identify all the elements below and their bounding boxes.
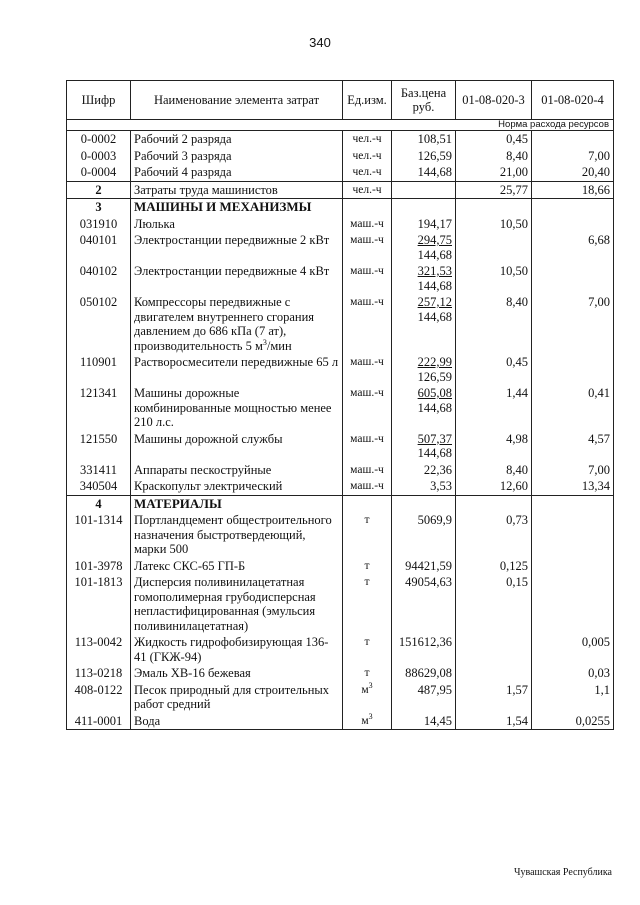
row-value-01-08-020-4: 0,005 bbox=[532, 634, 614, 665]
row-unit bbox=[343, 431, 392, 462]
table-row bbox=[67, 512, 614, 558]
row-name-text: Рабочий 2 разряда bbox=[134, 132, 232, 146]
row-price bbox=[392, 354, 456, 385]
row-name-text: Люлька bbox=[134, 216, 175, 231]
row-name-text: Жидкость гидрофобизирующая 136-41 (ГКЖ-94) bbox=[134, 635, 329, 664]
row-name bbox=[131, 462, 343, 479]
row-unit bbox=[343, 682, 392, 713]
row-value-01-08-020-4: 0,03 bbox=[532, 665, 614, 682]
row-unit bbox=[343, 665, 392, 682]
row-unit-superscript: 3 bbox=[368, 680, 373, 690]
row-name bbox=[131, 558, 343, 575]
row-unit bbox=[343, 131, 392, 148]
row-unit bbox=[343, 216, 392, 233]
row-price bbox=[392, 558, 456, 575]
norm-label-row bbox=[67, 120, 614, 131]
row-unit-text: т bbox=[364, 514, 370, 526]
row-unit-text: маш.-ч bbox=[350, 234, 384, 246]
row-code: 101-1314 bbox=[67, 512, 131, 558]
row-unit bbox=[343, 512, 392, 558]
row-price-main: 294,75 bbox=[417, 233, 452, 247]
row-value-01-08-020-3: 12,60 bbox=[456, 478, 532, 495]
row-price bbox=[392, 478, 456, 495]
row-price-main: 22,36 bbox=[423, 462, 452, 477]
row-code: 408-0122 bbox=[67, 682, 131, 713]
row-value-01-08-020-4 bbox=[532, 558, 614, 575]
row-name-text: Машины дорожные комбинированные мощностью менее 210 л.с. bbox=[134, 386, 332, 429]
table-row bbox=[67, 665, 614, 682]
header-unit: Ед.изм. bbox=[343, 81, 392, 120]
row-name-text: Электростанции передвижные 4 кВт bbox=[134, 264, 330, 278]
table-row bbox=[67, 462, 614, 479]
row-code: 040101 bbox=[67, 232, 131, 263]
table-row bbox=[67, 385, 614, 431]
row-name-text: Электростанции передвижные 2 кВт bbox=[134, 233, 330, 247]
row-unit bbox=[343, 181, 392, 199]
row-name bbox=[131, 512, 343, 558]
row-price-operator-wage: 126,59 bbox=[417, 369, 452, 384]
row-price bbox=[392, 263, 456, 294]
row-name bbox=[131, 574, 343, 634]
row-name-text: Песок природный для строительных работ средний bbox=[134, 682, 330, 711]
row-unit bbox=[343, 634, 392, 665]
row-value-01-08-020-4: 4,57 bbox=[532, 431, 614, 462]
row-price bbox=[392, 462, 456, 479]
row-name bbox=[131, 665, 343, 682]
row-name bbox=[131, 294, 343, 354]
header-price-line2: руб. bbox=[412, 100, 435, 114]
row-price bbox=[392, 294, 456, 354]
table-row bbox=[67, 431, 614, 462]
table-row bbox=[67, 131, 614, 148]
row-code: 101-1813 bbox=[67, 574, 131, 634]
row-value-01-08-020-4 bbox=[532, 216, 614, 233]
row-name-text: Растворосмесители передвижные 65 л bbox=[134, 355, 339, 369]
table-row bbox=[67, 232, 614, 263]
row-price-operator-wage: 144,68 bbox=[417, 309, 452, 324]
row-price-main: 151612,36 bbox=[398, 635, 452, 649]
table-row bbox=[67, 682, 614, 713]
row-code: 2 bbox=[67, 181, 131, 199]
row-value-01-08-020-4 bbox=[532, 354, 614, 385]
row-price bbox=[392, 713, 456, 730]
row-code: 4 bbox=[67, 495, 131, 512]
row-value-01-08-020-3 bbox=[456, 495, 532, 512]
row-value-01-08-020-4 bbox=[532, 495, 614, 512]
row-price bbox=[392, 574, 456, 634]
row-unit bbox=[343, 294, 392, 354]
row-code: 0-0002 bbox=[67, 131, 131, 148]
row-price bbox=[392, 131, 456, 148]
row-name bbox=[131, 199, 343, 216]
row-unit-text: т bbox=[364, 559, 370, 572]
row-code: 0-0004 bbox=[67, 164, 131, 181]
row-code: 121550 bbox=[67, 431, 131, 462]
row-name-text: Рабочий 3 разряда bbox=[134, 148, 232, 163]
row-value-01-08-020-3: 0,45 bbox=[456, 354, 532, 385]
row-value-01-08-020-3: 0,73 bbox=[456, 512, 532, 558]
row-price-main: 126,59 bbox=[417, 148, 452, 163]
row-value-01-08-020-3: 8,40 bbox=[456, 462, 532, 479]
header-code: Шифр bbox=[67, 81, 131, 120]
table-row bbox=[67, 495, 614, 512]
row-unit bbox=[343, 263, 392, 294]
row-unit-text: маш.-ч bbox=[350, 463, 384, 476]
row-unit-text: чел.-ч bbox=[352, 183, 382, 196]
row-price bbox=[392, 232, 456, 263]
table-row bbox=[67, 148, 614, 165]
row-code: 050102 bbox=[67, 294, 131, 354]
row-code: 3 bbox=[67, 199, 131, 216]
row-price-operator-wage: 144,68 bbox=[417, 278, 452, 293]
row-value-01-08-020-4 bbox=[532, 131, 614, 148]
row-price-main: 487,95 bbox=[417, 682, 452, 697]
row-name-tail: /мин bbox=[266, 338, 292, 353]
norm-label: Норма расхода ресурсов bbox=[67, 120, 614, 131]
row-value-01-08-020-3: 0,15 bbox=[456, 574, 532, 634]
row-code: 101-3978 bbox=[67, 558, 131, 575]
row-value-01-08-020-4 bbox=[532, 574, 614, 634]
row-price-main: 108,51 bbox=[417, 132, 452, 146]
row-price-operator-wage: 144,68 bbox=[417, 446, 452, 460]
row-name bbox=[131, 164, 343, 181]
row-price-main: 94421,59 bbox=[405, 558, 452, 573]
row-value-01-08-020-3: 1,57 bbox=[456, 682, 532, 713]
row-unit bbox=[343, 495, 392, 512]
row-value-01-08-020-3: 25,77 bbox=[456, 181, 532, 199]
row-price-main: 3,53 bbox=[430, 479, 452, 493]
row-price bbox=[392, 164, 456, 181]
row-name bbox=[131, 131, 343, 148]
row-code: 040102 bbox=[67, 263, 131, 294]
row-value-01-08-020-3: 10,50 bbox=[456, 263, 532, 294]
row-unit-text: т bbox=[364, 576, 370, 588]
row-price-operator-wage: 144,68 bbox=[417, 247, 452, 262]
row-unit-text: т bbox=[364, 667, 370, 679]
header-col4: 01-08-020-4 bbox=[532, 81, 614, 120]
row-price-main: 194,17 bbox=[417, 216, 452, 231]
row-value-01-08-020-3: 0,45 bbox=[456, 131, 532, 148]
row-value-01-08-020-4 bbox=[532, 263, 614, 294]
row-price bbox=[392, 199, 456, 216]
row-unit bbox=[343, 478, 392, 495]
row-price bbox=[392, 665, 456, 682]
row-price-main: 88629,08 bbox=[405, 666, 452, 680]
row-value-01-08-020-3: 10,50 bbox=[456, 216, 532, 233]
row-name-text: Портландцемент общестроительного назначения быстротвердеющий, марки 500 bbox=[134, 513, 332, 556]
row-price bbox=[392, 512, 456, 558]
row-value-01-08-020-3: 8,40 bbox=[456, 148, 532, 165]
row-name bbox=[131, 495, 343, 512]
row-code: 121341 bbox=[67, 385, 131, 431]
row-code: 113-0218 bbox=[67, 665, 131, 682]
row-price bbox=[392, 431, 456, 462]
row-name bbox=[131, 385, 343, 431]
row-unit-superscript: 3 bbox=[368, 711, 373, 721]
row-value-01-08-020-3 bbox=[456, 232, 532, 263]
table-row bbox=[67, 181, 614, 199]
row-name bbox=[131, 263, 343, 294]
footer-region: Чувашская Республика bbox=[513, 867, 612, 878]
table-row bbox=[67, 478, 614, 495]
table-row bbox=[67, 294, 614, 354]
row-code: 340504 bbox=[67, 478, 131, 495]
row-value-01-08-020-4 bbox=[532, 512, 614, 558]
table-row bbox=[67, 634, 614, 665]
row-name-text: Аппараты пескоструйные bbox=[134, 462, 272, 477]
table-row bbox=[67, 216, 614, 233]
row-price-operator-wage: 144,68 bbox=[417, 400, 452, 415]
row-price-main: 5069,9 bbox=[417, 513, 452, 527]
row-name bbox=[131, 181, 343, 199]
row-value-01-08-020-3 bbox=[456, 634, 532, 665]
row-value-01-08-020-3: 21,00 bbox=[456, 164, 532, 181]
row-unit bbox=[343, 462, 392, 479]
row-name-superscript: 3 bbox=[262, 337, 267, 347]
row-price bbox=[392, 634, 456, 665]
row-name-text: Затраты труда машинистов bbox=[134, 182, 278, 197]
row-value-01-08-020-4 bbox=[532, 199, 614, 216]
row-value-01-08-020-4: 20,40 bbox=[532, 164, 614, 181]
row-price bbox=[392, 495, 456, 512]
row-name bbox=[131, 682, 343, 713]
table-row bbox=[67, 558, 614, 575]
row-name bbox=[131, 354, 343, 385]
row-unit-text: чел.-ч bbox=[352, 149, 382, 162]
header-price bbox=[392, 81, 456, 120]
row-price-main: 144,68 bbox=[417, 165, 452, 179]
row-value-01-08-020-4: 18,66 bbox=[532, 181, 614, 199]
table-row bbox=[67, 199, 614, 216]
row-price-main: 321,53 bbox=[417, 264, 452, 278]
row-name bbox=[131, 232, 343, 263]
row-name bbox=[131, 216, 343, 233]
row-name bbox=[131, 478, 343, 495]
row-name bbox=[131, 713, 343, 730]
row-unit-text: маш.-ч bbox=[350, 480, 384, 492]
row-name-text: Компрессоры передвижные с двигателем внутреннего сгорания давлением до 686 кПа (7 ат), производительность 5 м bbox=[134, 295, 315, 353]
row-value-01-08-020-4: 1,1 bbox=[532, 682, 614, 713]
row-unit bbox=[343, 385, 392, 431]
row-unit-text: м bbox=[361, 683, 369, 696]
table-row bbox=[67, 713, 614, 730]
row-code: 113-0042 bbox=[67, 634, 131, 665]
row-name-text: Дисперсия поливинилацетатная гомополимерная грубодисперсная непластифицированная (эмульсия поливинилацетатная) bbox=[134, 575, 316, 633]
row-unit bbox=[343, 232, 392, 263]
row-code: 0-0003 bbox=[67, 148, 131, 165]
row-price-main: 49054,63 bbox=[405, 575, 452, 589]
resource-table bbox=[66, 80, 614, 730]
table-row bbox=[67, 354, 614, 385]
row-code: 031910 bbox=[67, 216, 131, 233]
row-value-01-08-020-4: 0,41 bbox=[532, 385, 614, 431]
row-name-text: Эмаль ХВ-16 бежевая bbox=[134, 666, 251, 680]
row-name-text: Краскопульт электрический bbox=[134, 479, 283, 493]
row-name bbox=[131, 431, 343, 462]
row-name-text: Машины дорожной службы bbox=[134, 431, 283, 446]
row-unit bbox=[343, 558, 392, 575]
row-price bbox=[392, 181, 456, 199]
header-price-line1: Баз.цена bbox=[400, 86, 447, 100]
row-name-text: Вода bbox=[134, 713, 161, 728]
page-number: 340 bbox=[309, 35, 331, 50]
row-value-01-08-020-3: 4,98 bbox=[456, 431, 532, 462]
row-unit-text: т bbox=[364, 636, 370, 648]
row-unit bbox=[343, 199, 392, 216]
row-price bbox=[392, 216, 456, 233]
header-col3: 01-08-020-3 bbox=[456, 81, 532, 120]
row-unit-text: маш.-ч bbox=[350, 217, 384, 230]
table-row bbox=[67, 574, 614, 634]
row-price-main: 14,45 bbox=[423, 713, 452, 728]
row-price-main: 257,12 bbox=[417, 295, 452, 309]
row-unit-text: чел.-ч bbox=[352, 166, 382, 178]
row-unit bbox=[343, 713, 392, 730]
row-name bbox=[131, 634, 343, 665]
row-value-01-08-020-4: 0,0255 bbox=[532, 713, 614, 730]
row-value-01-08-020-4: 7,00 bbox=[532, 462, 614, 479]
row-code: 411-0001 bbox=[67, 713, 131, 730]
row-price-main: 222,99 bbox=[417, 355, 452, 369]
row-unit-text: маш.-ч bbox=[350, 296, 384, 308]
row-name-text: Рабочий 4 разряда bbox=[134, 165, 232, 179]
table-body bbox=[67, 131, 614, 730]
row-unit bbox=[343, 574, 392, 634]
row-value-01-08-020-4: 6,68 bbox=[532, 232, 614, 263]
table-row bbox=[67, 263, 614, 294]
row-unit-text: маш.-ч bbox=[350, 265, 384, 277]
row-code: 331411 bbox=[67, 462, 131, 479]
row-unit bbox=[343, 148, 392, 165]
header-name: Наименование элемента затрат bbox=[131, 81, 343, 120]
row-value-01-08-020-4: 13,34 bbox=[532, 478, 614, 495]
row-price bbox=[392, 385, 456, 431]
row-value-01-08-020-3: 1,44 bbox=[456, 385, 532, 431]
row-value-01-08-020-3: 0,125 bbox=[456, 558, 532, 575]
row-name-text: МАШИНЫ И МЕХАНИЗМЫ bbox=[134, 199, 312, 214]
row-value-01-08-020-4: 7,00 bbox=[532, 148, 614, 165]
row-price bbox=[392, 148, 456, 165]
row-name-text: Латекс СКС-65 ГП-Б bbox=[134, 558, 246, 573]
row-value-01-08-020-4: 7,00 bbox=[532, 294, 614, 354]
table-row bbox=[67, 164, 614, 181]
row-unit-text: маш.-ч bbox=[350, 356, 384, 368]
row-value-01-08-020-3: 1,54 bbox=[456, 713, 532, 730]
row-price-main: 605,08 bbox=[417, 386, 452, 400]
row-code: 110901 bbox=[67, 354, 131, 385]
row-unit-text: чел.-ч bbox=[352, 133, 382, 145]
row-unit-text: маш.-ч bbox=[350, 432, 384, 445]
row-value-01-08-020-3 bbox=[456, 665, 532, 682]
row-name-text: МАТЕРИАЛЫ bbox=[134, 495, 222, 511]
row-name bbox=[131, 148, 343, 165]
row-unit-text: м bbox=[361, 714, 369, 727]
table-header-row bbox=[67, 81, 614, 120]
row-unit bbox=[343, 354, 392, 385]
row-unit-text: маш.-ч bbox=[350, 387, 384, 399]
row-price-main: 507,37 bbox=[417, 431, 452, 446]
row-value-01-08-020-3 bbox=[456, 199, 532, 216]
row-price bbox=[392, 682, 456, 713]
row-unit bbox=[343, 164, 392, 181]
row-value-01-08-020-3: 8,40 bbox=[456, 294, 532, 354]
